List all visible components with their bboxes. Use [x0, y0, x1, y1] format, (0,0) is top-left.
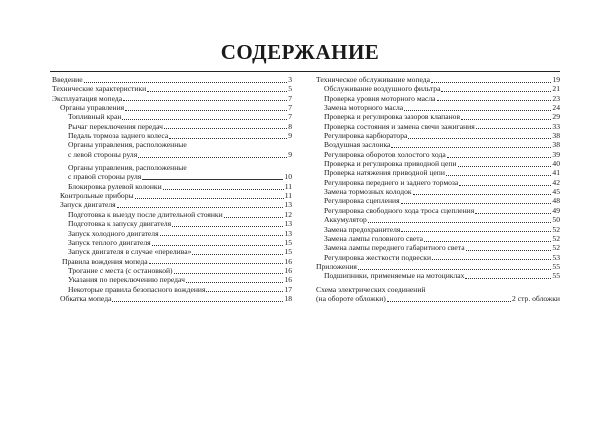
toc-leader: [135, 198, 284, 199]
toc-entry: [52, 210, 292, 219]
toc-entry: [316, 271, 560, 280]
toc-entry-page: 53: [552, 252, 560, 262]
toc-entry: [316, 122, 560, 131]
toc-entry-page: 55: [552, 261, 560, 271]
scheme-entry-label: (на обороте обложки): [316, 293, 386, 303]
toc-leader: [401, 231, 551, 232]
toc-entry-label: Регулировка карбюратора: [324, 131, 408, 141]
toc-leader: [169, 138, 287, 139]
toc-leader: [424, 241, 551, 242]
toc-entry-page: 17: [284, 284, 292, 294]
toc-entry-label: Запуск двигателя в случае «перелива»: [68, 247, 192, 257]
toc-entry-label: Подготовка к запуску двигателя: [68, 219, 172, 229]
toc-entry-label: Регулировка переднего и заднего тормоза: [324, 177, 459, 187]
toc-leader: [404, 110, 551, 111]
toc-entry-page: 16: [284, 256, 292, 266]
toc-leader: [476, 128, 552, 129]
toc-entry-label: Проверка и регулировка зазоров клапанов: [324, 112, 461, 122]
toc-entry-label: Блокировка рулевой колонки: [68, 181, 162, 191]
toc-entry: [316, 243, 560, 252]
toc-entry-label: Регулировка жесткости подвески: [324, 252, 432, 262]
toc-entry: [316, 225, 560, 234]
toc-entry-label: Замена лампы переднего габаритного света: [324, 243, 465, 253]
toc-entry-page: 45: [552, 187, 560, 197]
toc-entry-page: 40: [552, 159, 560, 169]
toc-entry: [52, 84, 292, 93]
toc-entry-label: Подготовка к выезду после длительной стоянки: [68, 209, 223, 219]
toc-entry: [52, 229, 292, 238]
toc-entry-page: 21: [552, 84, 560, 94]
toc-entry-page: 18: [284, 293, 292, 303]
title-rule: [50, 71, 560, 72]
toc-leader: [459, 185, 551, 186]
toc-entry: [52, 103, 292, 112]
toc-entry-page: 19: [552, 75, 560, 84]
toc-entry: [52, 172, 292, 181]
toc-entry-label: Проверка уровня моторного масла: [324, 93, 436, 103]
toc-entry-label: Правила вождения мопеда: [62, 256, 148, 266]
toc-entry: [316, 206, 560, 215]
toc-leader: [441, 91, 551, 92]
toc-entry-page: 11: [284, 191, 292, 201]
toc-entry-page: 13: [284, 200, 292, 210]
toc-entry: [52, 200, 292, 209]
toc-left-column: [52, 75, 292, 303]
toc-entry-page: 7: [288, 112, 292, 122]
toc-entry: [52, 94, 292, 103]
toc-entry: [52, 257, 292, 266]
toc-entry-label: Запуск двигателя: [60, 200, 116, 210]
toc-entry: [316, 140, 560, 149]
toc-leader: [446, 175, 552, 176]
toc-entry-label: Рычаг переключения передач: [68, 121, 163, 131]
toc-entry: [52, 112, 292, 121]
toc-leader: [391, 147, 551, 148]
toc-leader: [123, 100, 287, 101]
toc-entry: [316, 75, 560, 84]
toc-leader: [186, 282, 284, 283]
toc-entry-page: 13: [284, 219, 292, 229]
toc-entry-label: Проверка состояния и замена свечи зажигания: [324, 121, 475, 131]
toc-entry-label: Педаль тормоза заднего колеса: [68, 131, 169, 141]
toc-entry-label: Некоторые правила безопасного вождения: [68, 284, 206, 294]
toc-entry-label: Проверка натяжения приводной цепи: [324, 168, 445, 178]
toc-entry-page: 38: [552, 140, 560, 150]
toc-entry-label: с левой стороны руля: [68, 149, 138, 159]
toc-leader: [437, 100, 552, 101]
toc-leader: [142, 179, 283, 180]
toc-entry-label: Регулировка сцепления: [324, 196, 400, 206]
toc-leader: [458, 166, 552, 167]
toc-leader: [172, 226, 283, 227]
toc-entry: [316, 103, 560, 112]
toc-entry-label: Аккумулятор: [324, 215, 367, 225]
toc-leader: [174, 273, 284, 274]
toc-entry-label: Приложения: [316, 261, 357, 271]
toc-leader: [466, 250, 552, 251]
toc-entry: [316, 131, 560, 140]
toc-leader: [84, 82, 288, 83]
toc-entry-label: Указания по переключению передач: [68, 275, 185, 285]
toc-entry-page: 38: [552, 131, 560, 141]
toc-leader: [192, 254, 283, 255]
toc-entry: [52, 131, 292, 140]
toc-entry: [52, 182, 292, 191]
toc-entry-label: Топливный кран: [68, 112, 122, 122]
toc-entry-label: Замена предохранителя: [324, 224, 401, 234]
toc-entry: [52, 75, 292, 84]
scheme-title: Схема электрических соединений: [316, 284, 426, 294]
toc-entry-label: Техническое обслуживание мопеда: [316, 75, 431, 84]
toc-entry-page: 10: [284, 172, 292, 182]
toc-right-column: [316, 75, 560, 303]
toc-leader: [164, 128, 287, 129]
toc-entry-label: Трогание с места (с остановкой): [68, 265, 173, 275]
toc-entry-label: Замена тормозных колодок: [324, 187, 412, 197]
toc-entry-page: 49: [552, 205, 560, 215]
toc-entry: [316, 168, 560, 177]
toc-entry-page: 16: [284, 265, 292, 275]
toc-entry: [316, 262, 560, 271]
toc-entry: [316, 187, 560, 196]
toc-entry: [316, 253, 560, 262]
toc-entry-page: 12: [284, 209, 292, 219]
toc-entry-label: Замена лампы головного света: [324, 233, 424, 243]
toc-entry-label: Эксплуатация мопеда: [52, 93, 123, 103]
toc-leader: [160, 235, 284, 236]
toc-entry: [316, 94, 560, 103]
toc-entry-page: 42: [552, 177, 560, 187]
toc-entry-page: 9: [288, 131, 292, 141]
toc-entry: [52, 150, 292, 159]
toc-leader: [413, 194, 552, 195]
toc-leader: [163, 189, 284, 190]
toc-entry-label: Воздушная заслонка: [324, 140, 391, 150]
toc-leader: [432, 259, 551, 260]
toc-leader: [149, 263, 284, 264]
toc-leader: [358, 269, 552, 270]
toc-entry-page: 15: [284, 237, 292, 247]
toc-leader: [447, 157, 552, 158]
toc-leader: [152, 245, 284, 246]
toc-entry-label: Обслуживание воздушного фильтра: [324, 84, 441, 94]
toc-leader: [112, 301, 283, 302]
toc-entry-label: Проверка и регулировка приводной цепи: [324, 159, 457, 169]
toc-leader: [122, 119, 287, 120]
toc-entry-page: 41: [552, 168, 560, 178]
toc-leader: [206, 291, 283, 292]
toc-entry: [52, 122, 292, 131]
scheme-entry-page: 2 стр. обложки: [512, 293, 560, 303]
toc-entry-label: Органы управления: [60, 103, 125, 113]
toc-entry: [316, 84, 560, 93]
toc-leader: [475, 213, 551, 214]
toc-entry: [52, 275, 292, 284]
toc-entry-page: 13: [284, 228, 292, 238]
toc-entry-line: Органы управления, расположенные: [68, 140, 187, 150]
toc-entry-label: Контрольные приборы: [60, 191, 134, 201]
toc-leader: [461, 119, 551, 120]
toc-entry-page: 11: [284, 181, 292, 191]
toc-leader: [147, 91, 287, 92]
toc-entry-page: 3: [288, 75, 292, 84]
toc-entry-page: 52: [552, 224, 560, 234]
toc-entry: [316, 234, 560, 243]
toc-entry: [316, 150, 560, 159]
toc-entry-page: 50: [552, 215, 560, 225]
toc-leader: [387, 301, 511, 302]
toc-leader: [138, 157, 287, 158]
toc-entry-label: Запуск теплого двигателя: [68, 237, 151, 247]
toc-entry: [316, 112, 560, 121]
toc-entry: [52, 247, 292, 256]
toc-entry-label: Регулировка свободного хода троса сцепления: [324, 205, 475, 215]
toc-leader: [224, 217, 284, 218]
toc-entry-label: Запуск холодного двигателя: [68, 228, 159, 238]
toc-entry: [316, 159, 560, 168]
toc-entry-label: Замена моторного масла: [324, 103, 404, 113]
toc-entry-page: 48: [552, 196, 560, 206]
toc-entry: [52, 285, 292, 294]
toc-leader: [125, 110, 287, 111]
toc-entry: [52, 294, 292, 303]
toc-entry-label: Подшипники, применяемые на мотоциклах: [324, 271, 465, 281]
scheme-entry: [316, 294, 560, 303]
toc-entry: [52, 219, 292, 228]
toc-entry-page: 52: [552, 243, 560, 253]
toc-entry-page: 33: [552, 121, 560, 131]
toc-entry-label: Введение: [52, 75, 83, 84]
toc-entry-page: 23: [552, 93, 560, 103]
toc-leader: [368, 222, 552, 223]
toc-entry: [52, 266, 292, 275]
toc-entry-page: 55: [552, 271, 560, 281]
toc-entry-label: Регулировка оборотов холостого хода: [324, 149, 446, 159]
toc-entry-page: 9: [288, 149, 292, 159]
toc-entry: [52, 191, 292, 200]
toc-leader: [401, 203, 552, 204]
toc-entry-page: 39: [552, 149, 560, 159]
toc-entry-label: Обкатка мопеда: [60, 293, 112, 303]
toc-entry-label: Технические характеристики: [52, 84, 147, 94]
toc-entry-page: 7: [288, 93, 292, 103]
toc-entry: [52, 238, 292, 247]
page-title: СОДЕРЖАНИЕ: [220, 40, 380, 64]
toc-entry-page: 52: [552, 233, 560, 243]
toc-entry-page: 29: [552, 112, 560, 122]
toc-entry-page: 5: [288, 84, 292, 94]
toc-entry-page: 24: [552, 103, 560, 113]
toc-leader: [408, 138, 551, 139]
toc-leader: [117, 207, 284, 208]
toc-entry-line: Органы управления, расположенные: [68, 163, 187, 173]
toc-entry-page: 7: [288, 103, 292, 113]
toc-entry-label: с правой стороны руля: [68, 172, 142, 182]
toc-entry: [316, 215, 560, 224]
toc-entry-page: 16: [284, 275, 292, 285]
toc-entry-page: 8: [288, 121, 292, 131]
toc-leader: [431, 82, 551, 83]
toc-entry: [316, 178, 560, 187]
toc-entry-page: 15: [284, 247, 292, 257]
toc-entry: [316, 196, 560, 205]
toc-leader: [465, 278, 551, 279]
